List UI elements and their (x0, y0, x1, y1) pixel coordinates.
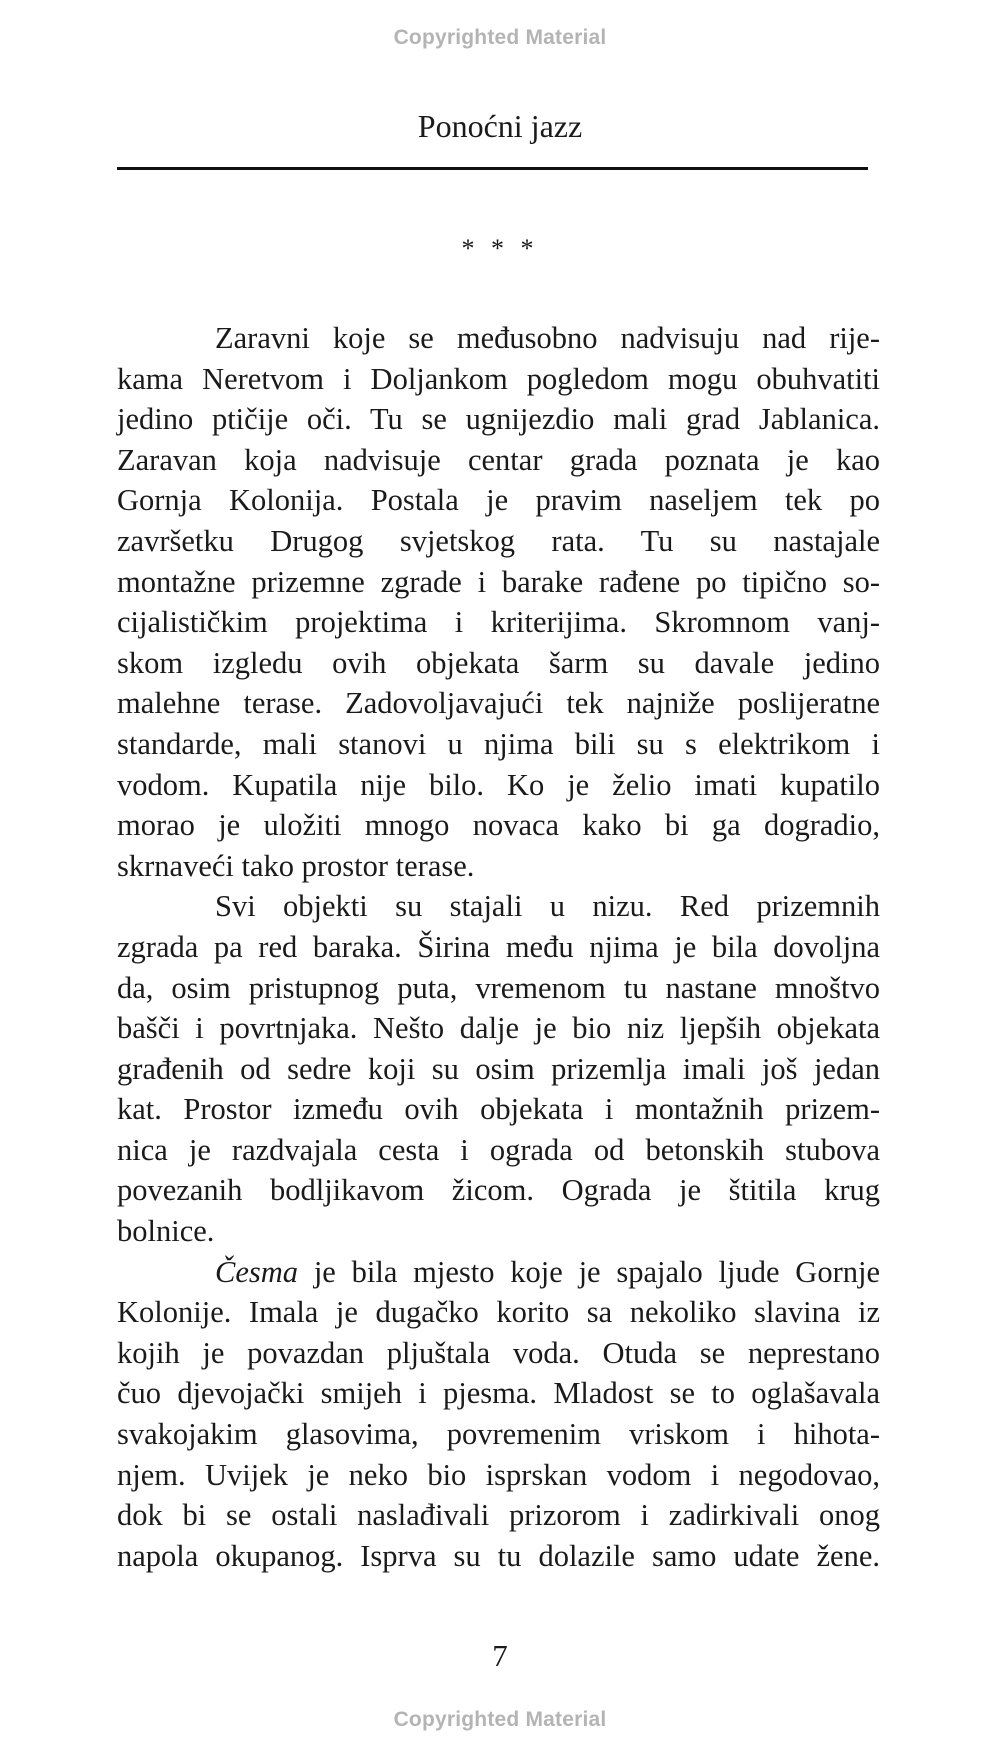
text-line: morao je uložiti mnogo novaca kako bi ga dogradio, (117, 808, 880, 843)
text-line: skom izgledu ovih objekata šarm su davale jedino (117, 645, 880, 680)
text-line: jedino ptičije oči. Tu se ugnijezdio mali grad Jablanica. (117, 402, 880, 437)
text-line: nica je razdvajala cesta i ograda od betonskih stubova (117, 1132, 880, 1167)
text-line: kojih je povazdan pljuštala voda. Otuda se neprestano (117, 1335, 880, 1370)
text-line: napola okupanog. Isprva su tu dolazile samo udate žene. (117, 1538, 880, 1573)
body-text (117, 318, 880, 1576)
text-line: kat. Prostor između ovih objekata i montažnih prizem- (117, 1092, 880, 1127)
text-line: povezanih bodljikavom žicom. Ograda je štitila krug (117, 1173, 880, 1208)
text-line: završetku Drugog svjetskog rata. Tu su nastajale (117, 523, 880, 558)
copyright-watermark-top: Copyrighted Material (393, 26, 607, 49)
text-line: dok bi se ostali naslađivali prizorom i zadirkivali onog (117, 1498, 880, 1533)
running-header: Ponoćni jazz (417, 108, 583, 144)
text-line: građenih od sedre koji su osim prizemlja imali još jedan (117, 1051, 880, 1086)
text-line: Zaravni koje se međusobno nadvisuju nad rije- (215, 321, 880, 355)
text-line: vodom. Kupatila nije bilo. Ko je želio imati kupatilo (117, 767, 880, 802)
page-number: 7 (492, 1638, 508, 1673)
text-line: cijalističkim projektima i kriterijima. Skromnom vanj- (117, 605, 880, 640)
text-line: kama Neretvom i Doljankom pogledom mogu obuhvatiti (117, 361, 880, 396)
section-break: * * * (461, 234, 539, 263)
header-rule (117, 167, 868, 170)
text-line: standarde, mali stanovi u njima bili su s elektrikom i (117, 726, 880, 761)
text-line (117, 1252, 880, 1293)
text-line: Gornja Kolonija. Postala je pravim naseljem tek po (117, 483, 880, 518)
text-line: Zaravan koja nadvisuje centar grada poznata je kao (117, 442, 880, 477)
text-line: Svi objekti su stajali u nizu. Red prizemnih (215, 889, 880, 924)
italic-word: Česma (215, 1254, 299, 1289)
text-line: da, osim pristupnog puta, vremenom tu nastane mnoštvo (117, 970, 880, 1005)
text-line: njem. Uvijek je neko bio isprskan vodom i negodovao, (117, 1457, 880, 1492)
text-line: bolnice. (117, 1214, 215, 1249)
text-line: skrnaveći tako prostor terase. (117, 848, 475, 883)
text-line: montažne prizemne zgrade i barake rađene po tipično so- (117, 564, 880, 599)
text-line: bašči i povrtnjaka. Nešto dalje je bio niz ljepših objekata (117, 1011, 880, 1046)
text-line: svakojakim glasovima, povremenim vriskom i hihota- (117, 1417, 880, 1452)
text-line: malehne terase. Zadovoljavajući tek najniže poslijeratne (117, 686, 880, 721)
text-line-rest: je bila mjesto koje je spajalo ljude Gornje (313, 1254, 881, 1289)
text-line: Kolonije. Imala je dugačko korito sa nekoliko slavina iz (117, 1295, 880, 1330)
copyright-watermark-bottom: Copyrighted Material (393, 1708, 607, 1731)
text-line: zgrada pa red baraka. Širina među njima je bila dovoljna (117, 929, 880, 964)
text-line: čuo djevojački smijeh i pjesma. Mladost se to oglašavala (117, 1376, 880, 1411)
